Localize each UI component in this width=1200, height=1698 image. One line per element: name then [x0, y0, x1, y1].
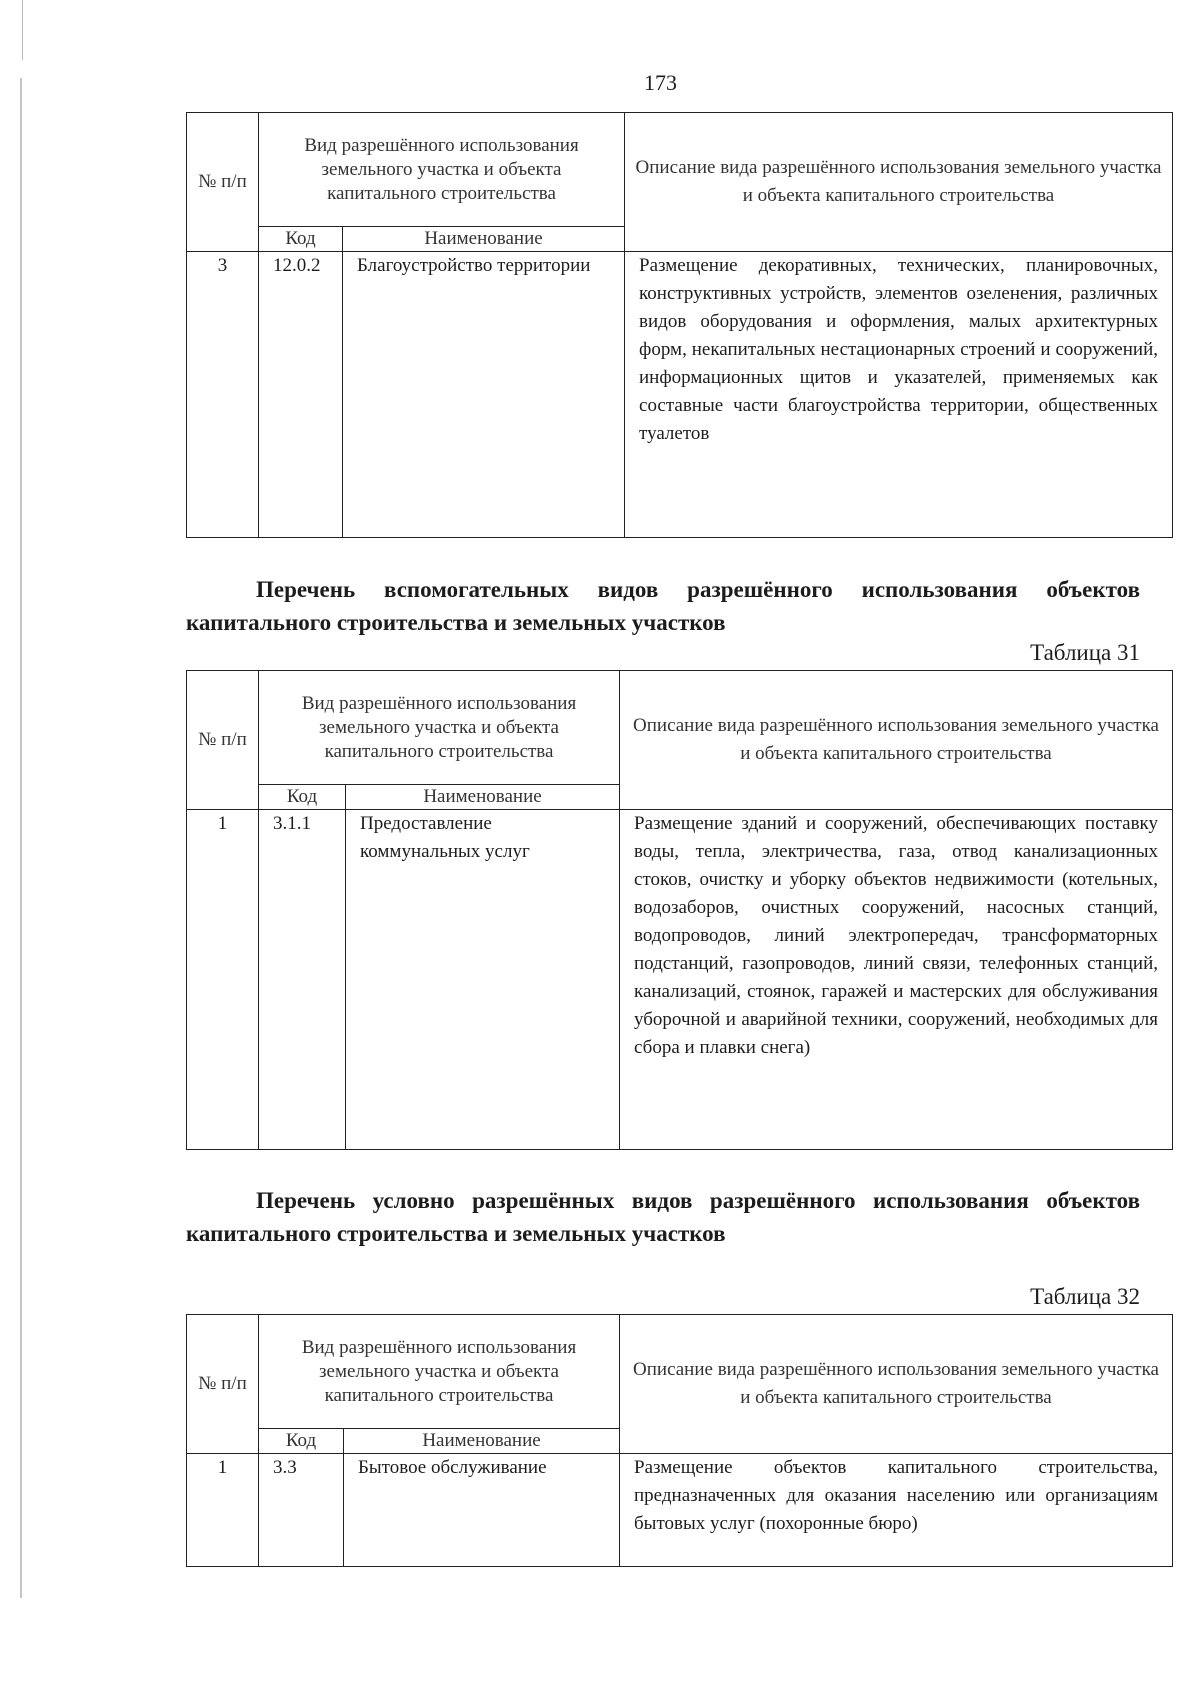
row-description: Размещение зданий и сооружений, обеспечивающих поставку воды, тепла, электричества, газа, отвод канализационных стоков, очистку и уборку объектов недвижимости (котельных, водозаборов, очистных сооружений, насосных станций, водопроводов, линий электропередач, трансформаторных подстанций, газопроводов, линий связи, телефонных станций, канализаций, стоянок, гаражей и мастерских для обслуживания уборочной и аварийной техники, сооружений, необходимых для сбора и плавки снега)	[620, 810, 1173, 1150]
header-name: Наименование	[343, 227, 625, 252]
section-title-auxiliary: Перечень вспомогательных видов разрешённого использования объектов капитального строительства и земельных участков	[186, 577, 1140, 635]
header-code: Код	[259, 785, 346, 810]
table-row	[187, 810, 1173, 1150]
header-name: Наименование	[346, 785, 620, 810]
table-row	[187, 252, 1173, 538]
row-name: Бытовое обслуживание	[344, 1454, 620, 1567]
row-description: Размещение декоративных, технических, планировочных, конструктивных устройств, элементов озеленения, различных видов оборудования и оформления, малых архитектурных форм, некапитальных нестационарных строений и сооружений, информационных щитов и указателей, применяемых как составные части благоустройства территории, общественных туалетов	[625, 252, 1173, 538]
row-num: 1	[187, 810, 259, 1150]
header-num: № п/п	[187, 1315, 259, 1454]
table-row	[187, 1454, 1173, 1567]
header-vid-group: Вид разрешённого использования земельного участка и объекта капитального строительства	[259, 113, 625, 227]
scan-edge-line	[20, 78, 22, 1598]
row-code: 3.3	[259, 1454, 344, 1567]
table-31	[186, 670, 1173, 1150]
row-num: 3	[187, 252, 259, 538]
header-description: Описание вида разрешённого использования земельного участка и объекта капитального строительства	[625, 113, 1173, 252]
table-label-31: Таблица 31	[1030, 640, 1140, 665]
row-code: 3.1.1	[259, 810, 346, 1150]
header-description: Описание вида разрешённого использования земельного участка и объекта капитального строительства	[620, 1315, 1173, 1454]
row-code: 12.0.2	[259, 252, 343, 538]
section-title-conditional: Перечень условно разрешённых видов разрешённого использования объектов капитального строительства и земельных участков	[186, 1188, 1140, 1246]
header-vid-group: Вид разрешённого использования земельного участка и объекта капитального строительства	[259, 1315, 620, 1429]
header-name: Наименование	[344, 1429, 620, 1454]
row-description: Размещение объектов капитального строительства, предназначенных для оказания населению или организациям бытовых услуг (похоронные бюро)	[620, 1454, 1173, 1567]
scan-edge-line	[22, 0, 23, 60]
table-30-continued	[186, 112, 1173, 538]
header-code: Код	[259, 1429, 344, 1454]
header-code: Код	[259, 227, 343, 252]
table-label-32: Таблица 32	[1030, 1284, 1140, 1309]
header-num: № п/п	[187, 113, 259, 252]
header-description: Описание вида разрешённого использования земельного участка и объекта капитального строительства	[620, 671, 1173, 810]
header-vid-group: Вид разрешённого использования земельного участка и объекта капитального строительства	[259, 671, 620, 785]
row-name: Благоустройство территории	[343, 252, 625, 538]
row-num: 1	[187, 1454, 259, 1567]
row-name: Предоставление коммунальных услуг	[346, 810, 620, 1150]
table-32	[186, 1314, 1173, 1567]
header-num: № п/п	[187, 671, 259, 810]
page-number: 173	[644, 70, 677, 95]
